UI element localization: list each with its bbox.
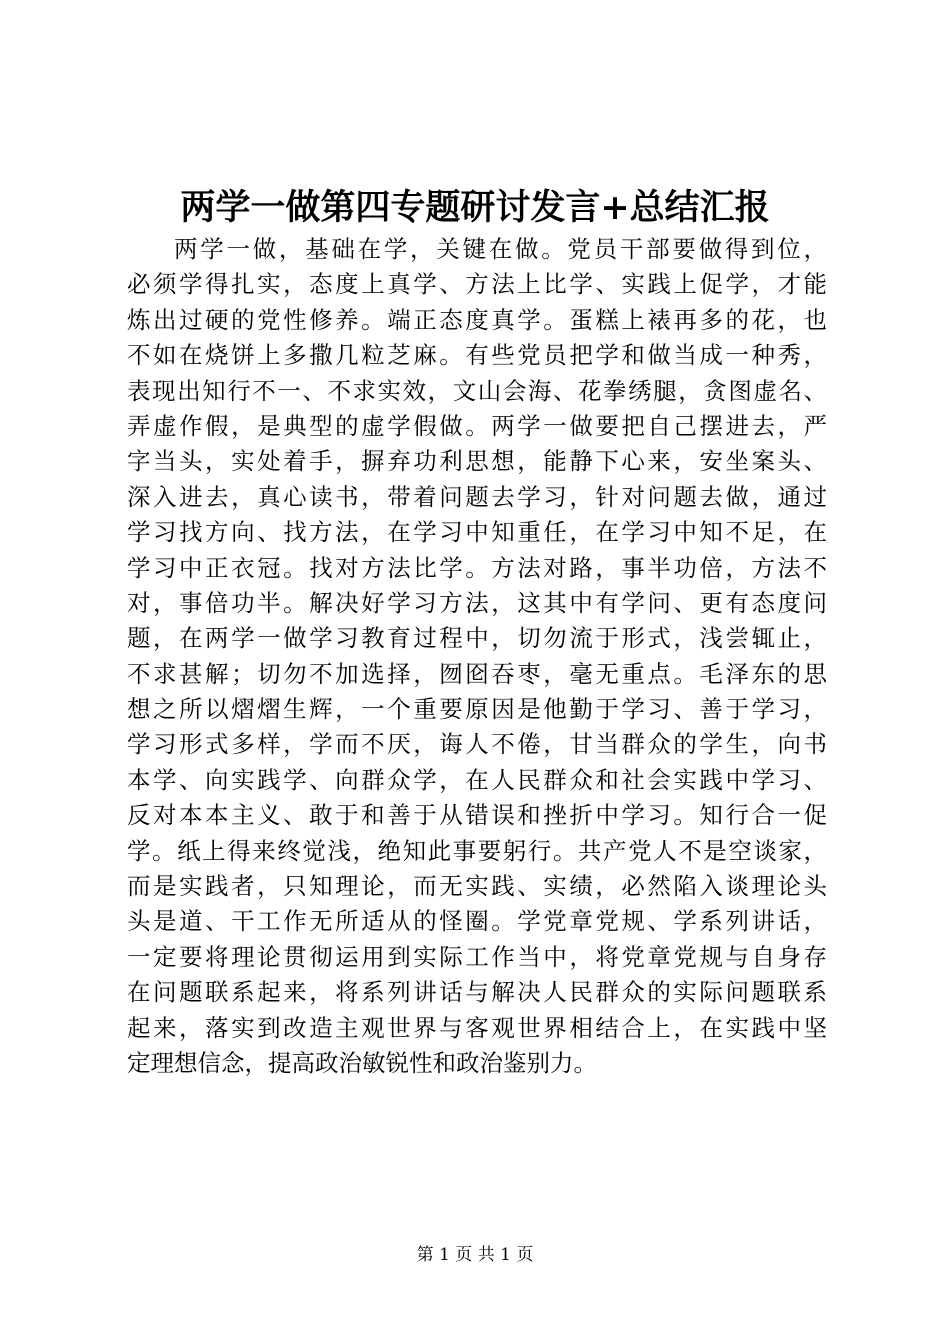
body-line: 一定要将理论贯彻运用到实际工作当中，将党章党规与自身存: [127, 942, 827, 971]
page-footer: 第 1 页 共 1 页: [416, 1245, 534, 1265]
body-line: 学。纸上得来终觉浅，绝知此事要躬行。共产党人不是空谈家，: [127, 836, 827, 865]
body-line: 想之所以熠熠生辉，一个重要原因是他勤于学习、善于学习，: [127, 695, 827, 724]
body-line: 学习中正衣冠。找对方法比学。方法对路，事半功倍，方法不: [127, 553, 827, 582]
body-line: 起来，落实到改造主观世界与客观世界相结合上，在实践中坚: [127, 1013, 827, 1042]
body-line: 不求甚解；切勿不加选择，囫囵吞枣，毫无重点。毛泽东的思: [127, 659, 827, 688]
body-line: 字当头，实处着手，摒弃功利思想，能静下心来，安坐案头、: [127, 447, 827, 476]
body-line: 而是实践者，只知理论，而无实践、实绩，必然陷入谈理论头: [127, 872, 827, 901]
body-line: 两学一做，基础在学，关键在做。党员干部要做得到位，: [174, 235, 827, 263]
body-line: 题，在两学一做学习教育过程中，切勿流于形式，浅尝辄止，: [127, 624, 827, 653]
body-line: 对，事倍功半。解决好学习方法，这其中有学问、更有态度问: [127, 588, 827, 617]
body-line: 表现出知行不一、不求实效，文山会海、花拳绣腿，贪图虚名、: [127, 376, 827, 405]
body-line: 在问题联系起来，将系列讲话与解决人民群众的实际问题联系: [127, 978, 827, 1007]
body-line: 反对本本主义、敢于和善于从错误和挫折中学习。知行合一促: [127, 801, 827, 830]
body-line: 学习找方向、找方法，在学习中知重任，在学习中知不足，在: [127, 518, 827, 547]
document-body: [127, 232, 827, 1081]
body-line: 定理想信念，提高政治敏锐性和政治鉴别力。: [127, 1048, 597, 1077]
body-line: 头是道、干工作无所适从的怪圈。学党章党规、学系列讲话，: [127, 907, 827, 936]
body-line: 必须学得扎实，态度上真学、方法上比学、实践上促学，才能: [127, 270, 827, 299]
body-line: 弄虚作假，是典型的虚学假做。两学一做要把自己摆进去，严: [127, 411, 827, 440]
body-line: 不如在烧饼上多撒几粒芝麻。有些党员把学和做当成一种秀，: [127, 341, 827, 370]
document-title: 两学一做第四专题研讨发言+总结汇报: [180, 187, 770, 228]
body-line: 深入进去，真心读书，带着问题去学习，针对问题去做，通过: [127, 482, 827, 511]
body-line: 炼出过硬的党性修养。端正态度真学。蛋糕上裱再多的花，也: [127, 305, 827, 334]
body-line: 学习形式多样，学而不厌，诲人不倦，甘当群众的学生，向书: [127, 730, 827, 759]
body-line: 本学、向实践学、向群众学，在人民群众和社会实践中学习、: [127, 765, 827, 794]
